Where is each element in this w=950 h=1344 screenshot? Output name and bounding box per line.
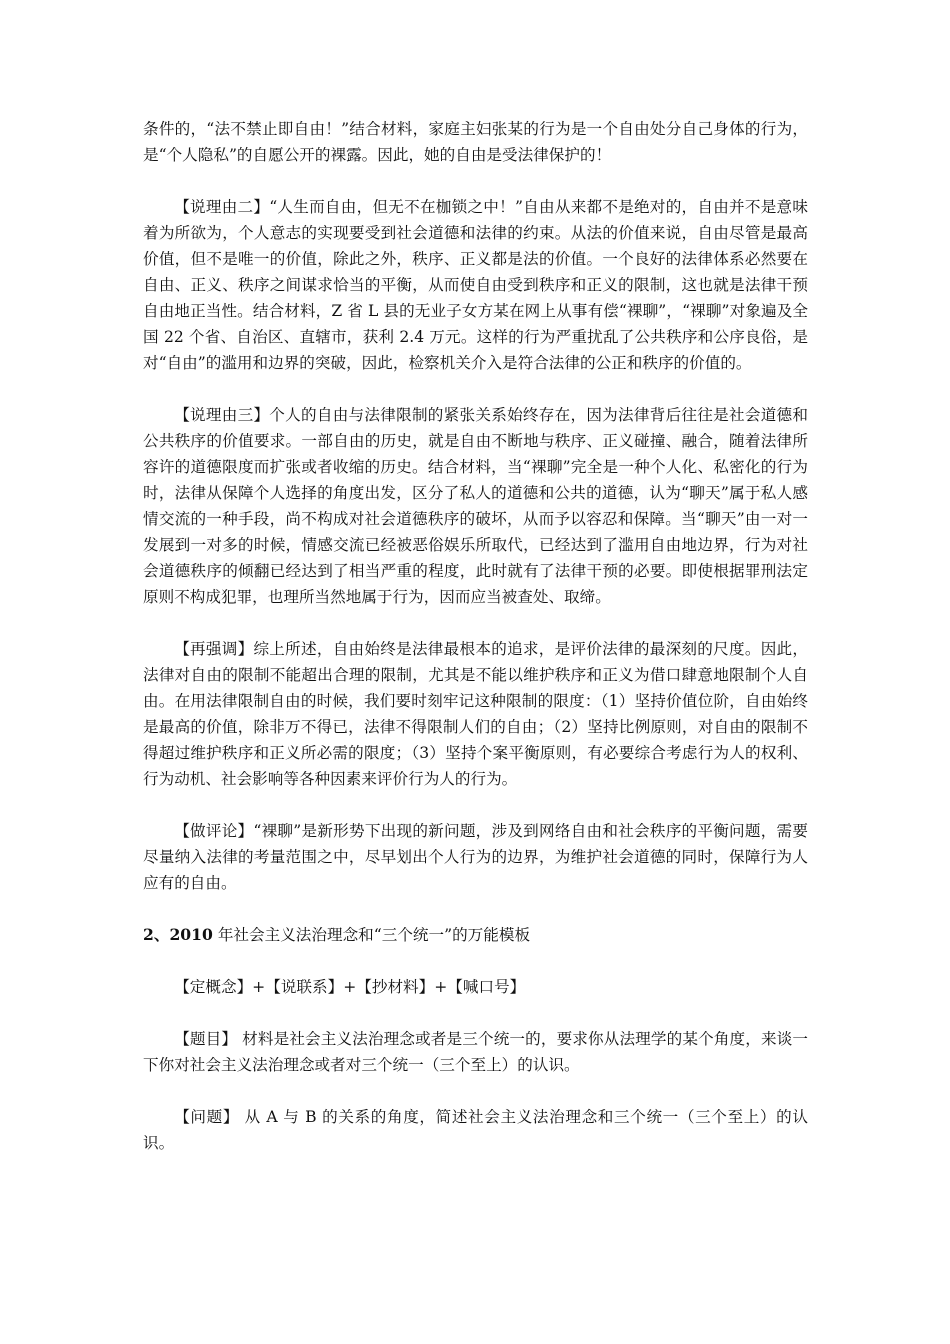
paragraph-reason-three: 【说理由三】个人的自由与法律限制的紧张关系始终存在，因为法律背后往往是社会道德和公共秩序的价值要求。一部自由的历史，就是自由不断地与秩序、正义碰撞、融合，随着法律所容许的道德限度而扩张或者收缩的历史。结合材料，当“裸聊”完全是一种个人化、私密化的行为时，法律从保障个人选择的角度出发，区分了私人的道德和公共的道德，认为“聊天”属于私人感情交流的一种手段，尚不构成对社会道德秩序的破坏，从而予以容忍和保障。当“聊天”由一对一发展到一对多的时候，情感交流已经被恶俗娱乐所取代，已经达到了滥用自由地边界，行为对社会道德秩序的倾翻已经达到了相当严重的程度，此时就有了法律干预的必要。即使根据罪刑法定原则不构成犯罪，也理所当然地属于行为，因而应当被查处、取缔。 <box>143 406 808 606</box>
section-heading <box>143 922 808 948</box>
template-formula: 【定概念】+【说联系】+【抄材料】+【喊口号】 <box>174 978 526 996</box>
document-body <box>143 116 808 1182</box>
paragraph-question: 【问题】 从 A 与 B 的关系的角度，简述社会主义法治理念和三个统一（三个至上）的认识。 <box>143 1108 808 1152</box>
paragraph-continuation: 条件的，“法不禁止即自由！”结合材料，家庭主妇张某的行为是一个自由处分自己身体的行为，是“个人隐私”的自愿公开的裸露。因此，她的自由是受法律保护的！ <box>143 120 808 164</box>
paragraph-commentary: 【做评论】“裸聊”是新形势下出现的新问题，涉及到网络自由和社会秩序的平衡问题，需要尽量纳入法律的考量范围之中，尽早划出个人行为的边界，为维护社会道德的同时，保障行为人应有的自由。 <box>143 822 808 892</box>
paragraph-topic: 【题目】 材料是社会主义法治理念或者是三个统一的，要求你从法理学的某个角度，来谈一下你对社会主义法治理念或者对三个统一（三个至上）的认识。 <box>143 1030 808 1074</box>
paragraph-reason-two: 【说理由二】“人生而自由，但无不在枷锁之中！”自由从来都不是绝对的，自由并不是意味着为所欲为，个人意志的实现要受到社会道德和法律的约束。从法的价值来说，自由尽管是最高价值，但不是唯一的价值，除此之外，秩序、正义都是法的价值。一个良好的法律体系必然要在自由、正义、秩序之间谋求恰当的平衡，从而使自由受到秩序和正义的限制，这也就是法律干预自由地正当性。结合材料，Z 省 L 县的无业子女方某在网上从事有偿“裸聊”，“裸聊”对象遍及全国 22 个省、自治区、直辖市，获利 2.4 万元。这样的行为严重扰乱了公共秩序和公序良俗，是对“自由”的滥用和边界的突破，因此，检察机关介入是符合法律的公正和秩序的价值的。 <box>143 198 808 372</box>
section-heading-number: 2、2010 <box>143 925 213 944</box>
section-heading-text: 年社会主义法治理念和“三个统一”的万能模板 <box>212 926 531 944</box>
paragraph-re-emphasize: 【再强调】综上所述，自由始终是法律最根本的追求，是评价法律的最深刻的尺度。因此，法律对自由的限制不能超出合理的限制，尤其是不能以维护秩序和正义为借口肆意地限制个人自由。在用法律限制自由的时候，我们要时刻牢记这种限制的限度：（1）坚持价值位阶，自由始终是最高的价值，除非万不得已，法律不得限制人们的自由；（2）坚持比例原则，对自由的限制不得超过维护秩序和正义所必需的限度；（3）坚持个案平衡原则，有必要综合考虑行为人的权利、行为动机、社会影响等各种因素来评价行为人的行为。 <box>143 640 808 788</box>
